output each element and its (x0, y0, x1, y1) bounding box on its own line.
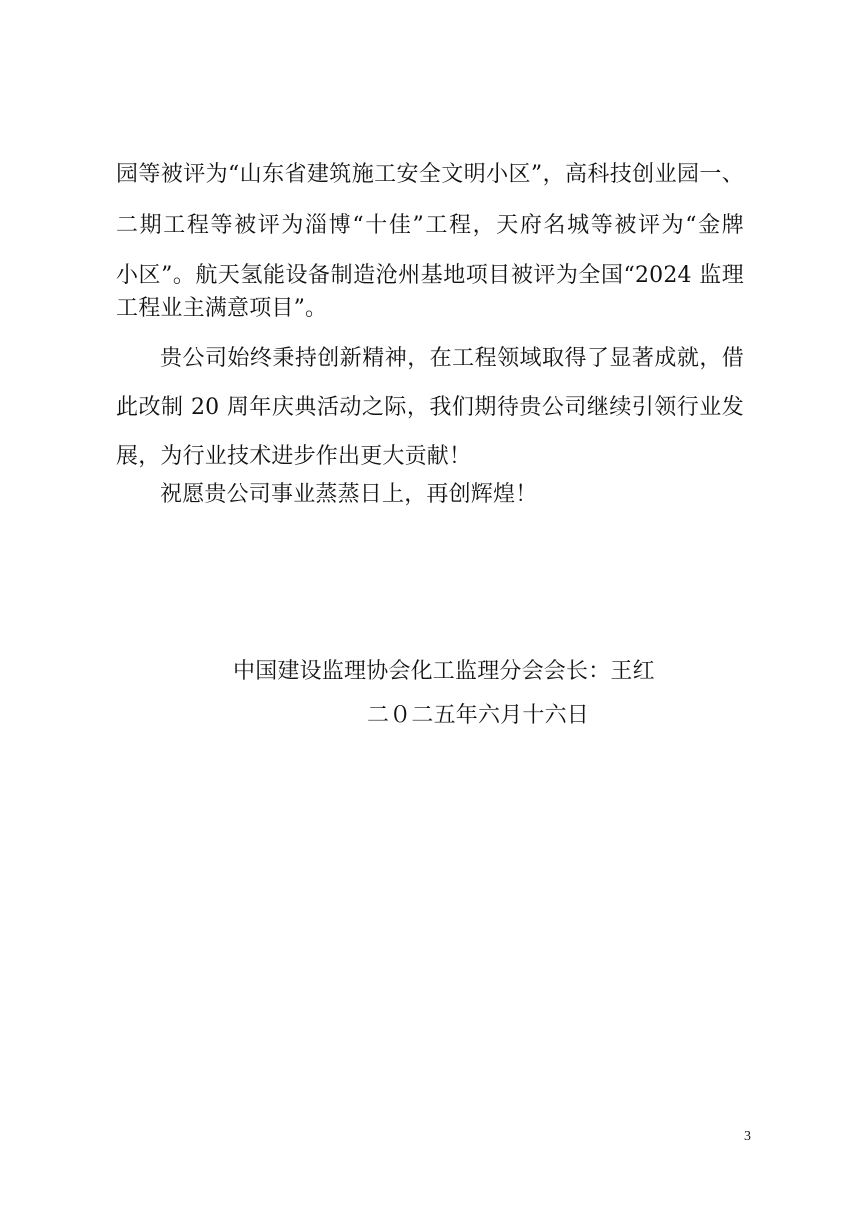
paragraph-2-line-1: 贵公司始终秉持创新精神，在工程领域取得了显著成就，借 (160, 346, 744, 371)
paragraph-3-line-1: 祝愿贵公司事业蒸蒸日上，再创辉煌！ (160, 482, 538, 507)
paragraph-1-line-2: 二期工程等被评为淄博“十佳”工程，天府名城等被评为“金牌 (116, 213, 744, 238)
paragraph-2-line-3: 展，为行业技术进步作出更大贡献！ (116, 444, 472, 469)
paragraph-2-line-2: 此改制 20 周年庆典活动之际，我们期待贵公司继续引领行业发 (116, 395, 744, 420)
signature: 中国建设监理协会化工监理分会会长：王红 (233, 659, 655, 684)
paragraph-1-line-4: 工程业主满意项目”。 (116, 296, 328, 321)
paragraph-1-line-1: 园等被评为“山东省建筑施工安全文明小区”，高科技创业园一、 (116, 162, 744, 187)
page-number: 3 (744, 1129, 751, 1144)
date: 二０二五年六月十六日 (367, 703, 590, 728)
paragraph-1-line-3: 小区”。航天氢能设备制造沧州基地项目被评为全国“2024 监理 (116, 263, 744, 288)
